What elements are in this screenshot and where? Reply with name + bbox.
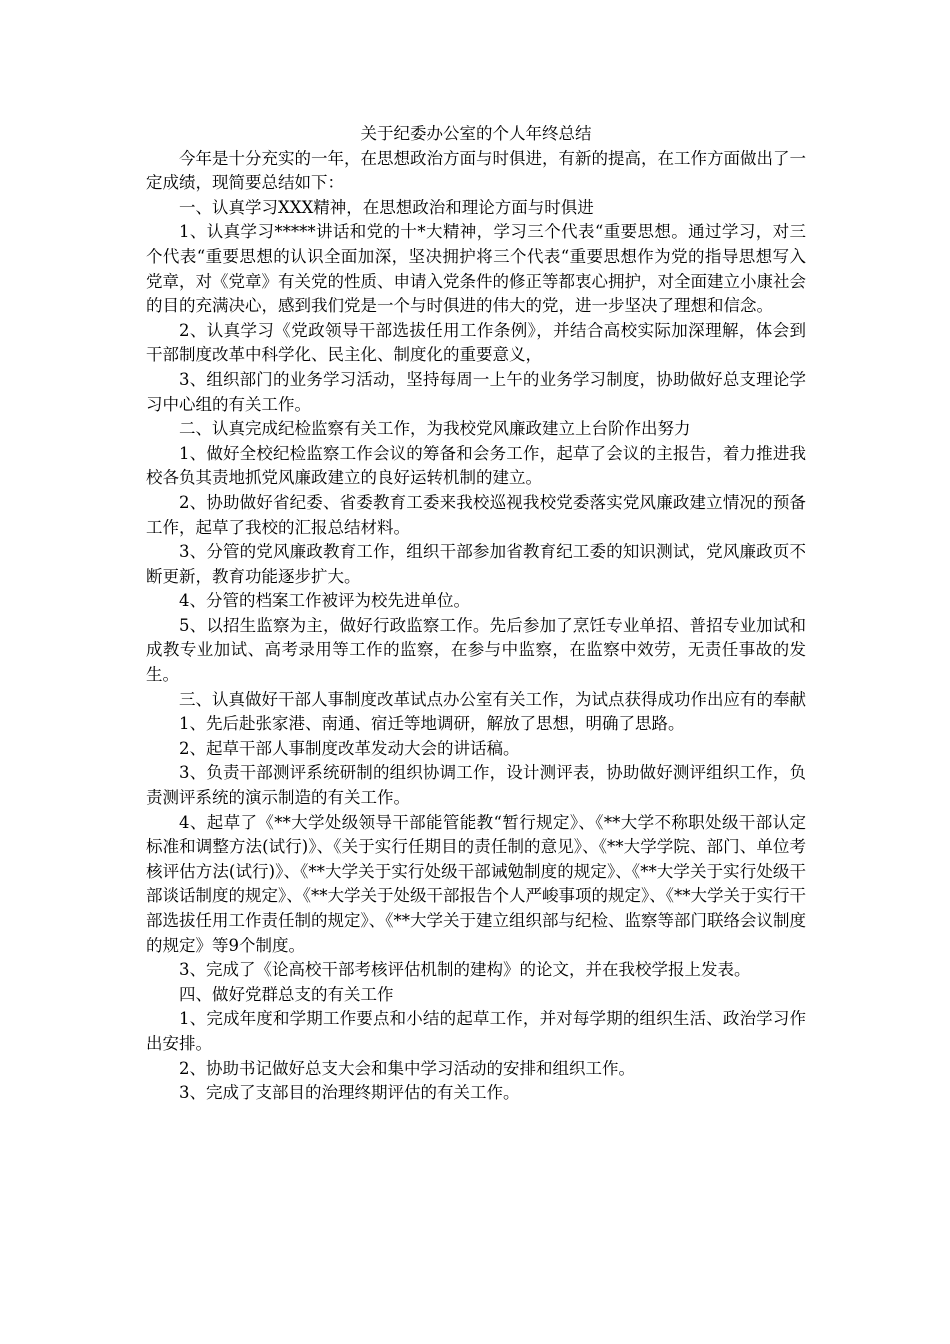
section-2-item-5: 5、以招生监察为主，做好行政监察工作。先后参加了烹饪专业单招、普招专业加试和成教专业加试、高考录用等工作的监察，在参与中监察，在监察中效劳，无责任事故的发生。	[146, 615, 806, 685]
section-1-item-3: 3、组织部门的业务学习活动，坚持每周一上午的业务学习制度，协助做好总支理论学习中心组的有关工作。	[146, 369, 806, 414]
section-heading-4: 四、做好党群总支的有关工作	[179, 984, 394, 1004]
section-3-item-2: 2、起草干部人事制度改革发动大会的讲话稿。	[179, 738, 520, 758]
section-1-item-2: 2、认真学习《党政领导干部选拔任用工作条例》，并结合高校实际加深理解，体会到干部制度改革中科学化、民主化、制度化的重要意义，	[146, 320, 806, 365]
section-heading-1: 一、认真学习XXX精神，在思想政治和理论方面与时俱进	[179, 197, 594, 217]
section-4-item-2: 2、协助书记做好总支大会和集中学习活动的安排和组织工作。	[179, 1058, 635, 1078]
document-title: 关于纪委办公室的个人年终总结	[360, 124, 592, 143]
section-3-item-4: 4、起草了《**大学处级领导干部能管能教“暂行规定》、《**大学不称职处级干部认定标准和调整方法(试行)》、《关于实行任期目的责任制的意见》、《**大学学院、部门、单位考核评估方法(试行)》、《**大学关于实行处级干部诫勉制度的规定》、《**大学关于实行处级干部谈话制度的规定》、《**大学关于处级干部报告个人严峻事项的规定》、《**大学关于实行干部选拔任用工作责任制的规定》、《**大学关于建立组织部与纪检、监察等部门联络会议制度的规定》等9个制度。	[146, 812, 806, 955]
section-1-item-1: 1、认真学习*****讲话和党的十*大精神，学习三个代表“重要思想。通过学习，对三个代表“重要思想的认识全面加深，坚决拥护将三个代表“重要思想作为党的指导思想写入党章，对《党章》有关党的性质、申请入党条件的修正等都衷心拥护，对全面建立小康社会的目的充满决心，感到我们党是一个与时俱进的伟大的党，进一步坚决了理想和信念。	[146, 222, 806, 316]
intro-paragraph: 今年是十分充实的一年，在思想政治方面与时俱进，有新的提高，在工作方面做出了一定成绩，现简要总结如下：	[146, 148, 806, 193]
section-4-item-1: 1、完成年度和学期工作要点和小结的起草工作，并对每学期的组织生活、政治学习作出安排。	[146, 1009, 806, 1053]
section-4-item-3: 3、完成了支部目的治理终期评估的有关工作。	[179, 1083, 520, 1103]
section-2-item-4: 4、分管的档案工作被评为校先进单位。	[179, 591, 470, 611]
section-2-item-2: 2、协助做好省纪委、省委教育工委来我校巡视我校党委落实党风廉政建立情况的预备工作，起草了我校的汇报总结材料。	[146, 492, 806, 537]
section-3-item-3: 3、负责干部测评系统研制的组织协调工作，设计测评表，协助做好测评组织工作，负责测评系统的演示制造的有关工作。	[146, 763, 806, 808]
section-heading-2: 二、认真完成纪检监察有关工作，为我校党风廉政建立上台阶作出努力	[179, 419, 691, 439]
section-2-item-3: 3、分管的党风廉政教育工作，组织干部参加省教育纪工委的知识测试，党风廉政页不断更新，教育功能逐步扩大。	[146, 542, 806, 586]
document-page	[146, 122, 806, 1106]
section-3-item-5: 3、完成了《论高校干部考核评估机制的建构》的论文，并在我校学报上发表。	[179, 960, 751, 980]
section-heading-3: 三、认真做好干部人事制度改革试点办公室有关工作，为试点获得成功作出应有的奉献	[179, 689, 806, 709]
section-2-item-1: 1、做好全校纪检监察工作会议的筹备和会务工作，起草了会议的主报告，着力推进我校各负其责地抓党风廉政建立的良好运转机制的建立。	[146, 443, 806, 488]
section-3-item-1: 1、先后赴张家港、南通、宿迁等地调研，解放了思想，明确了思路。	[179, 714, 685, 734]
